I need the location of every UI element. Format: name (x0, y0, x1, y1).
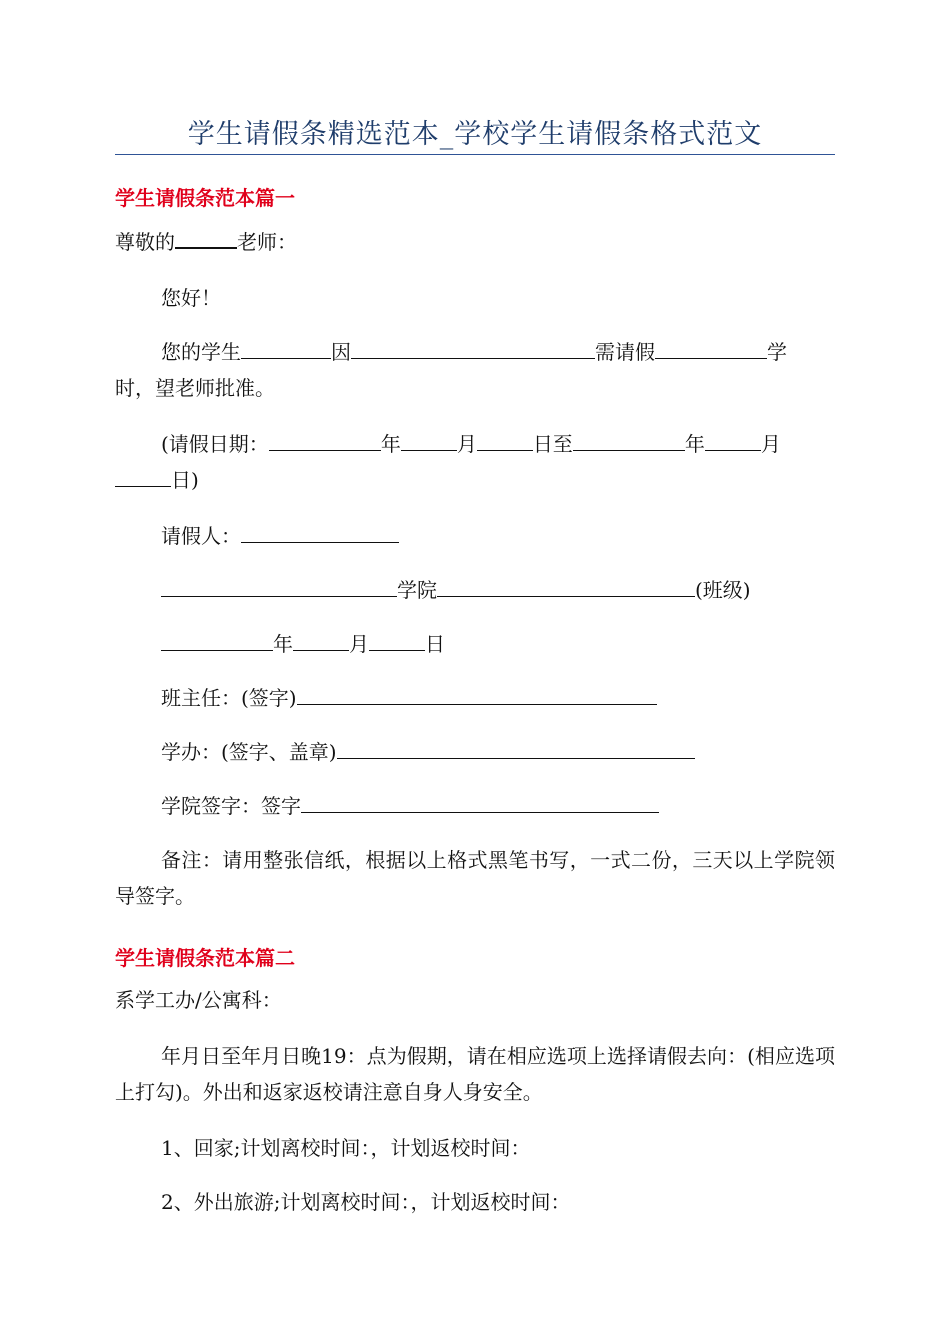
leave-date-line (161, 426, 781, 462)
college-sign-blank (301, 790, 659, 813)
sign-day-blank (369, 628, 425, 651)
section2-heading: 学生请假条范本篇二 (115, 946, 295, 970)
salutation-post: 老师： (237, 230, 297, 254)
note-paragraph: 备注：请用整张信纸，根据以上格式黑笔书写，一式二份，三天以上学院领导签字。 (115, 848, 835, 908)
document-title: 学生请假条精选范本_学校学生请假条格式范文 (187, 119, 763, 150)
month-label: 月 (456, 432, 477, 456)
college-label: 学院 (397, 578, 437, 602)
date-label: (请假日期： (161, 432, 269, 456)
body-text-d: 学 (767, 340, 787, 364)
college-sign-label: 学院签字：签字 (161, 794, 301, 818)
month-label: 月 (349, 632, 369, 656)
end-month-blank (705, 428, 761, 451)
year-label: 年 (684, 432, 705, 456)
greeting: 您好！ (161, 286, 221, 310)
addressee: 系学工办/公寓科： (115, 988, 282, 1012)
start-month-blank (401, 428, 457, 451)
applicant-blank (241, 520, 399, 543)
body-text-c: 需请假 (595, 340, 655, 364)
student-name-blank (241, 336, 331, 359)
day-label: 日 (425, 632, 445, 656)
sign-date-line (161, 626, 445, 662)
salutation-pre: 尊敬的 (115, 230, 175, 254)
college-sign-line (161, 788, 659, 824)
head-teacher-line (161, 680, 657, 716)
start-day-blank (477, 428, 533, 451)
class-blank (437, 574, 695, 597)
year-label: 年 (380, 432, 401, 456)
list-item-2: 2、外出旅游;计划离校时间：，计划返校时间： (161, 1190, 571, 1214)
list-item-1: 1、回家;计划离校时间：，计划返校时间： (161, 1136, 531, 1160)
head-teacher-label: 班主任：(签字) (161, 686, 297, 710)
section1-heading: 学生请假条范本篇一 (115, 186, 295, 210)
start-year-blank (269, 428, 381, 451)
sign-month-blank (293, 628, 349, 651)
body-text-a: 您的学生 (161, 340, 241, 364)
year-label: 年 (273, 632, 293, 656)
sign-year-blank (161, 628, 273, 651)
college-blank (161, 574, 397, 597)
applicant-label: 请假人： (161, 524, 241, 548)
teacher-name-blank (175, 225, 237, 249)
body-text-b: 因 (331, 340, 351, 364)
day-close-label: 日) (171, 468, 199, 492)
office-line (161, 734, 695, 770)
month-label: 月 (760, 432, 781, 456)
end-day-blank (115, 464, 171, 487)
office-label: 学办：(签字、盖章) (161, 740, 337, 764)
class-label: (班级) (695, 578, 751, 602)
title-divider (115, 154, 835, 155)
body-line-2: 时，望老师批准。 (115, 376, 275, 400)
reason-blank (351, 336, 595, 359)
leave-date-line-2 (115, 462, 199, 498)
day-to-label: 日至 (532, 432, 573, 456)
end-year-blank (573, 428, 685, 451)
intro-paragraph: 年月日至年月日晚19：点为假期，请在相应选项上选择请假去向：(相应选项上打勾)。外出和返家返校请注意自身人身安全。 (115, 1044, 835, 1104)
college-class-line (161, 572, 751, 608)
salutation-line (115, 224, 297, 260)
office-blank (337, 736, 695, 759)
body-line-1 (161, 334, 787, 370)
head-teacher-blank (297, 682, 657, 705)
applicant-line (161, 518, 399, 554)
hours-blank (655, 336, 767, 359)
